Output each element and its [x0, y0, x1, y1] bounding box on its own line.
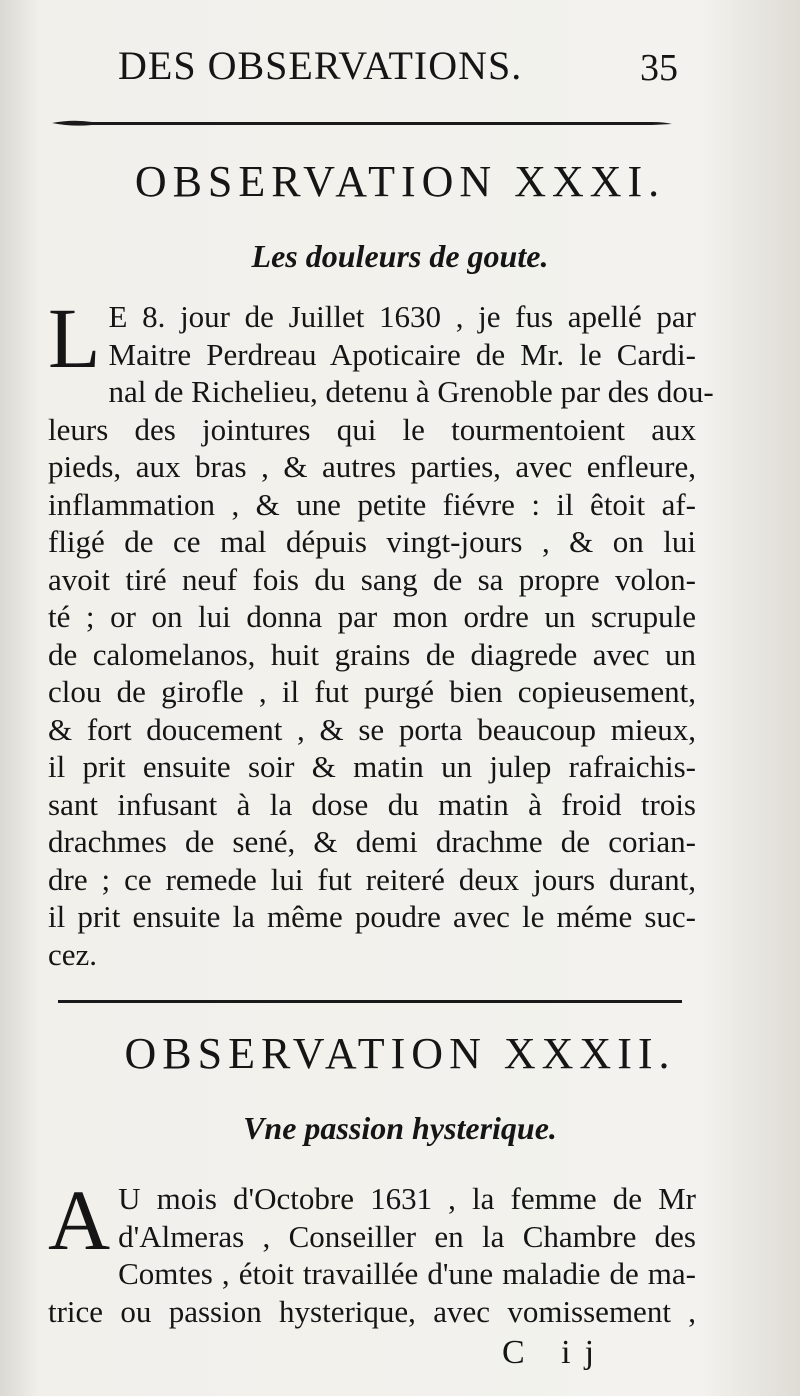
running-title: DES OBSERVATIONS. [118, 43, 523, 88]
running-head [118, 42, 678, 92]
text-line: U mois d'Octobre 1631 , la femme de Mr [118, 1181, 696, 1216]
text-line: leurs des jointures qui le tourmentoient aux [48, 411, 696, 447]
text-line: inflammation , & une petite fiévre : il êtoit af- [48, 486, 696, 522]
text-line: E 8. jour de Juillet 1630 , je fus apellé par [108, 299, 696, 334]
text-line: de calomelanos, huit grains de diagrede avec un [48, 636, 696, 672]
section-rule [58, 1000, 682, 1003]
text-line: trice ou passion hysterique, avec vomissement , [48, 1293, 696, 1329]
drop-cap: L [48, 290, 101, 386]
text-line: fligé de ce mal dépuis vingt-jours , & on lui [48, 524, 696, 559]
text-line: il prit ensuite la même poudre avec le méme suc- [48, 899, 696, 934]
signature-mark: C ij [502, 1334, 609, 1371]
observation-subtitle: Vne passion hysterique. [243, 1110, 557, 1146]
text-line: & fort doucement , & se porta beaucoup mieux, [48, 711, 696, 747]
text-line: pieds, aux bras , & autres parties, avec enfleure, [48, 449, 696, 484]
observation-heading: OBSERVATION XXXI. [134, 157, 666, 206]
observation-subtitle: Les douleurs de goute. [251, 238, 549, 274]
text-line: il prit ensuite soir & matin un julep rafraichis- [48, 749, 696, 784]
text-line: clou de girofle , il fut purgé bien copieusement, [48, 674, 696, 709]
observation-heading: OBSERVATION XXXII. [124, 1029, 676, 1078]
text-line: dre ; ce remede lui fut reiteré deux jours durant, [48, 861, 696, 897]
text-line: avoit tiré neuf fois du sang de sa propre volon- [48, 561, 696, 597]
text-line: drachmes de sené, & demi drachme de corian- [48, 824, 696, 859]
text-line: cez. [48, 936, 98, 972]
text-line: té ; or on lui donna par mon ordre un scrupule [48, 599, 696, 634]
text-line: d'Almeras , Conseiller en la Chambre des [118, 1218, 696, 1254]
text-line: nal de Richelieu, detenu à Grenoble par des dou- [108, 374, 714, 409]
text-line: sant infusant à la dose du matin à froid trois [48, 786, 696, 822]
header-rule [52, 118, 672, 128]
drop-cap: A [48, 1172, 111, 1268]
text-line: Comtes , étoit travaillée d'une maladie de ma- [118, 1256, 696, 1291]
page-number: 35 [640, 47, 678, 89]
observation-body [48, 290, 714, 973]
observation-body [48, 1172, 696, 1330]
text-line: Maitre Perdreau Apoticaire de Mr. le Cardi- [108, 336, 696, 372]
